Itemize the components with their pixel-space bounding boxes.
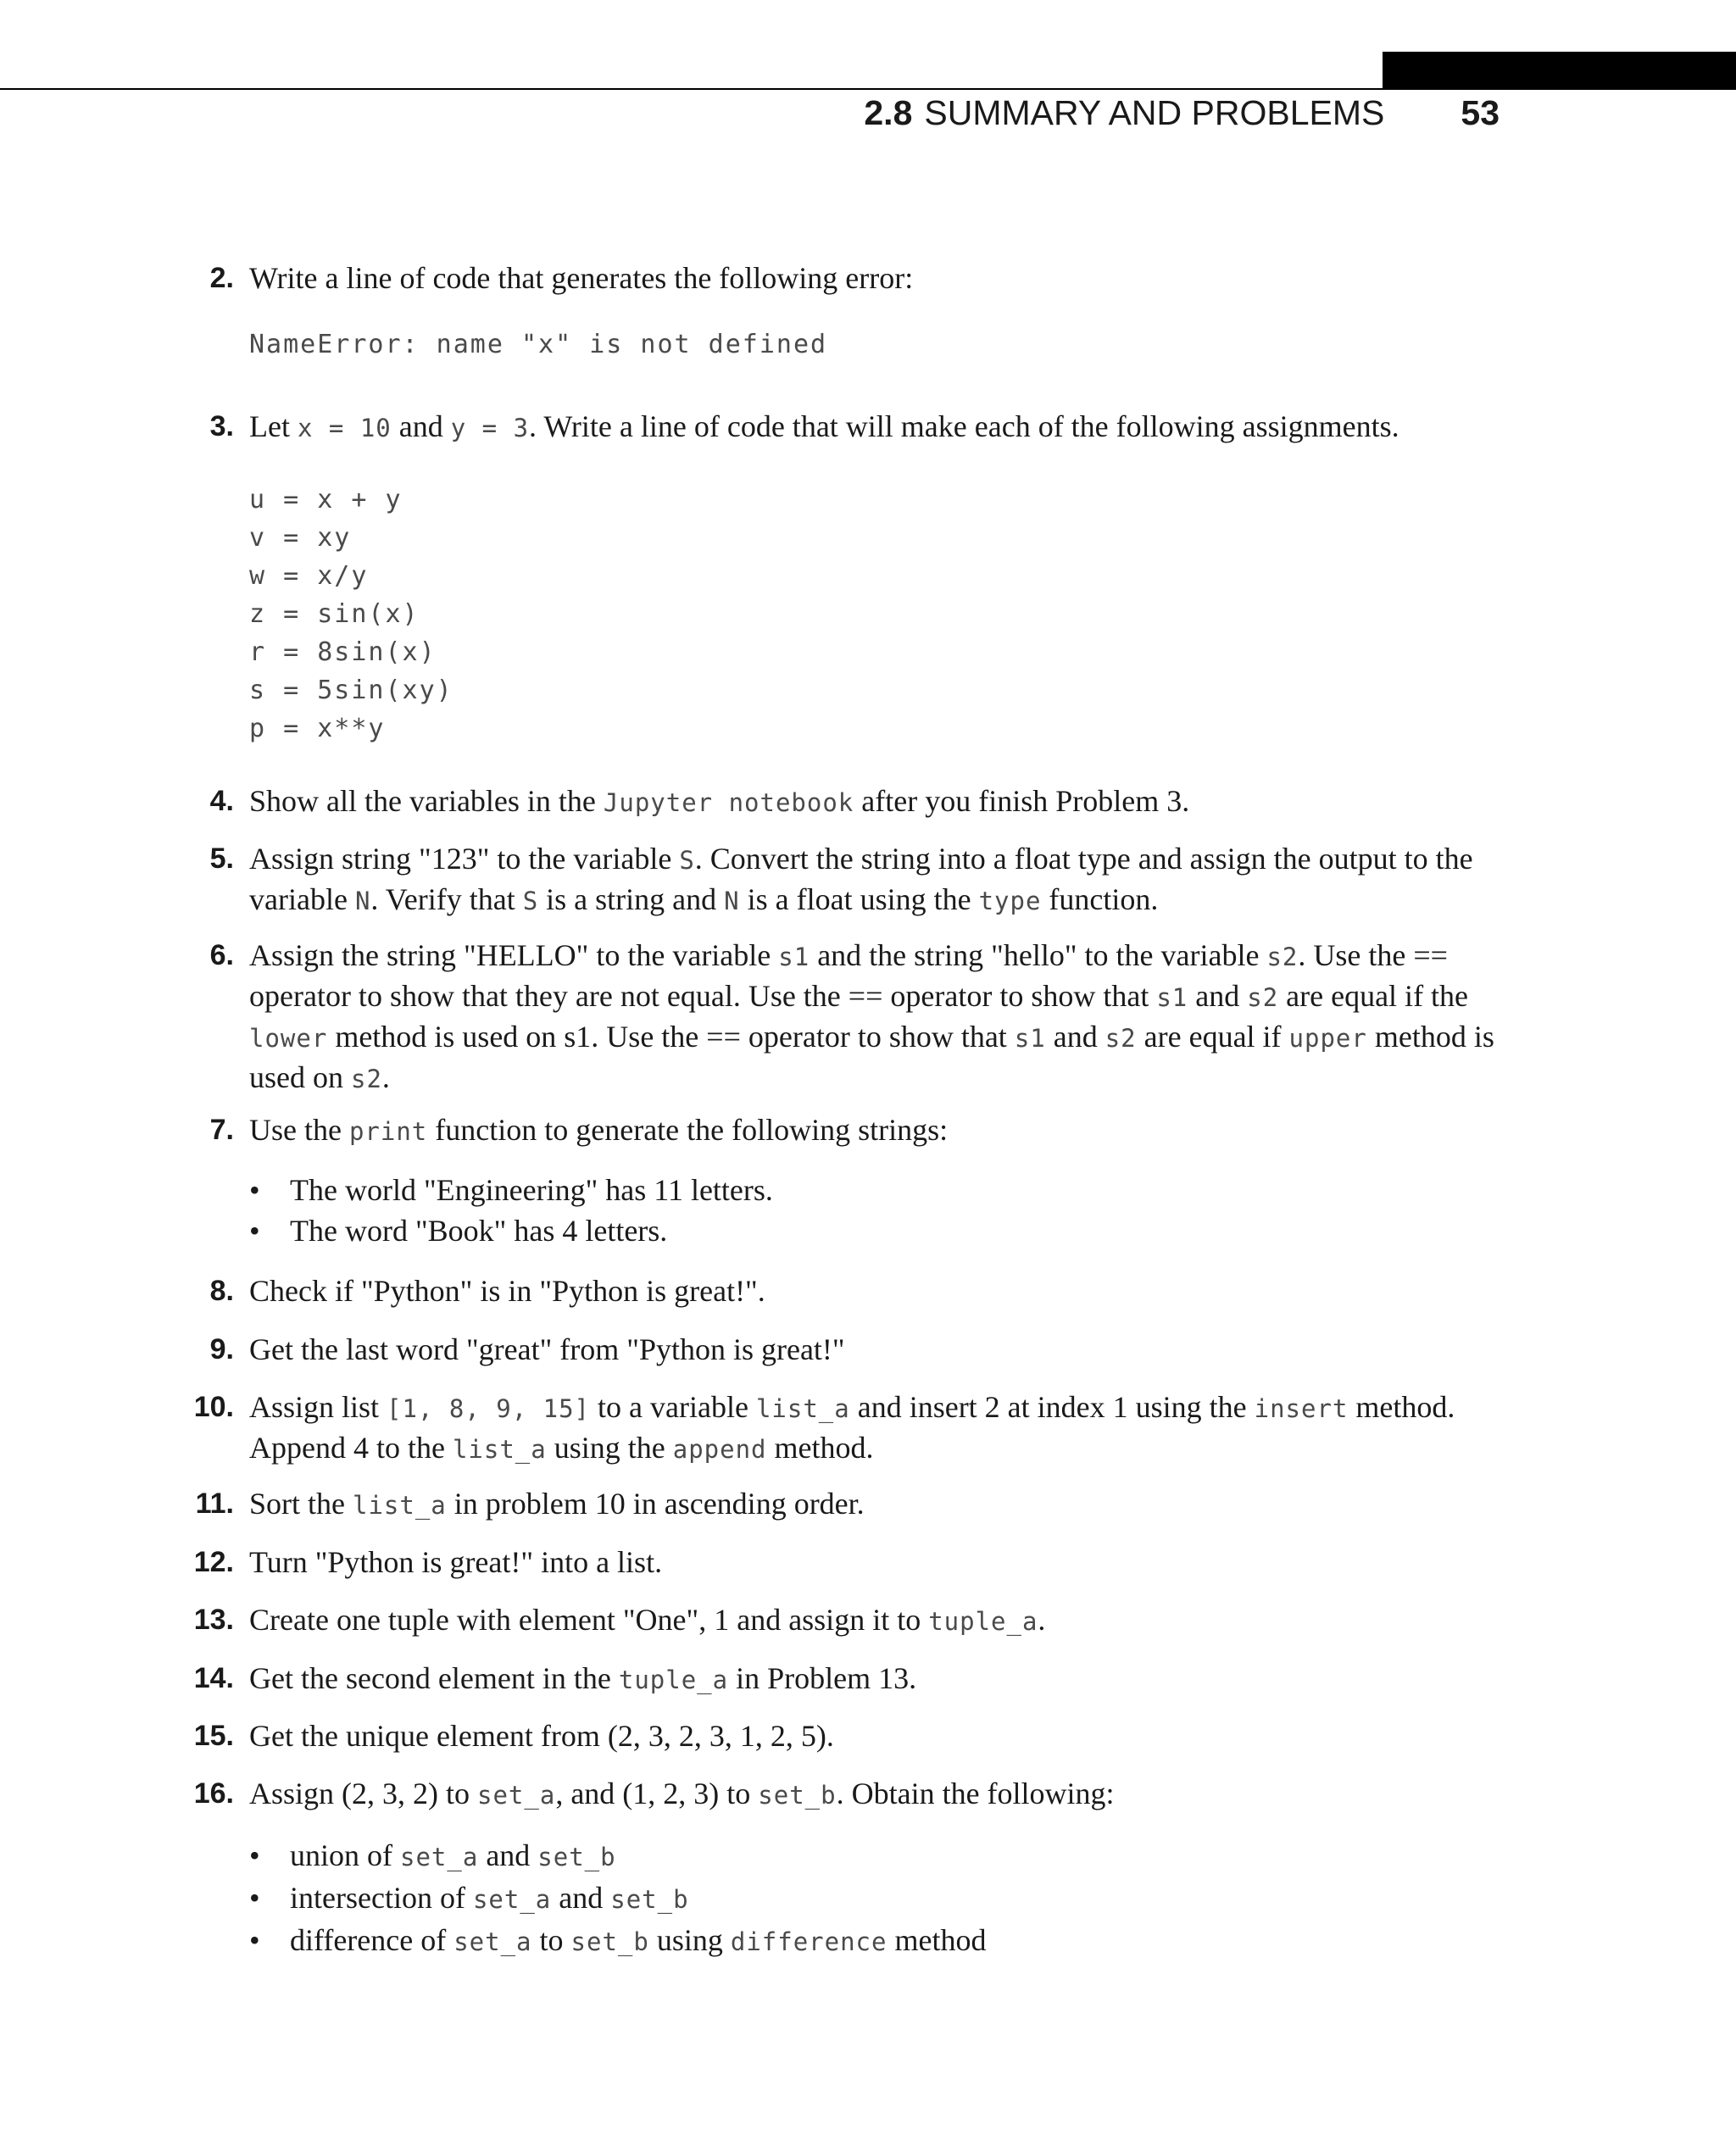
text-run: . Convert the string into a float type and assign the output to the variable xyxy=(249,842,1473,916)
inline-code: set_a xyxy=(453,1927,532,1956)
problem-7 xyxy=(209,1110,1502,1151)
inline-code: Jupyter notebook xyxy=(603,788,854,817)
inline-code: y = 3 xyxy=(450,414,530,442)
text-run: and xyxy=(551,1881,611,1915)
bullet-icon: • xyxy=(249,1923,260,1957)
inline-code: lower xyxy=(249,1024,328,1053)
problem-number: 2. xyxy=(209,262,234,294)
inline-code: x = 10 xyxy=(297,414,392,442)
text-run: Show all the variables in the xyxy=(249,784,604,818)
problem-14 xyxy=(193,1659,1502,1699)
text-run: is a string and xyxy=(538,882,725,916)
inline-code: s1 xyxy=(1014,1024,1046,1053)
problem-12 xyxy=(193,1543,1502,1582)
bullet-item xyxy=(249,1210,1502,1251)
inline-code: difference xyxy=(730,1927,887,1956)
inline-code: type xyxy=(978,887,1042,915)
inline-code: insert xyxy=(1254,1394,1349,1423)
text-run: is a float using the xyxy=(739,882,979,916)
code-line: p = x**y xyxy=(249,714,386,743)
text-run: after you finish Problem 3. xyxy=(854,784,1190,818)
problem-number: 9. xyxy=(209,1333,234,1365)
text-run: . Write a line of code that will make each of the following assignments. xyxy=(529,409,1399,443)
bullet-text: The world "Engineering" has 11 letters. xyxy=(290,1173,773,1207)
problem-3 xyxy=(209,407,1502,448)
inline-code: set_b xyxy=(537,1843,616,1871)
problem-number: 13. xyxy=(193,1604,234,1636)
problem-text: Turn "Python is great!" into a list. xyxy=(249,1545,663,1579)
text-run: Get the second element in the xyxy=(249,1661,619,1695)
text-run: Sort the xyxy=(249,1487,353,1521)
text-run: method xyxy=(887,1923,987,1957)
inline-code: S xyxy=(522,887,539,915)
problem-number: 12. xyxy=(193,1546,234,1578)
text-run: and xyxy=(391,409,451,443)
code-line: r = 8sin(x) xyxy=(249,637,437,667)
text-run: . Use the == operator to show that they are not equal. Use the == operator to show that xyxy=(249,938,1448,1013)
problem-number: 6. xyxy=(209,939,234,971)
inline-code: append xyxy=(672,1435,767,1464)
bullet-item xyxy=(249,1170,1502,1210)
text-run: function to generate the following strings: xyxy=(427,1113,949,1147)
code-block-error xyxy=(249,325,827,364)
inline-code: set_b xyxy=(758,1781,837,1810)
problem-16-bullets xyxy=(249,1835,1502,1962)
inline-code: s2 xyxy=(351,1065,382,1093)
problem-number: 3. xyxy=(209,410,234,442)
problem-number: 14. xyxy=(193,1662,234,1694)
code-line: z = sin(x) xyxy=(249,599,420,629)
text-run: and the string "hello" to the variable xyxy=(810,938,1267,972)
header-rule xyxy=(0,88,1736,90)
problem-text: Check if "Python" is in "Python is great!". xyxy=(249,1274,765,1308)
text-run: and xyxy=(1045,1020,1105,1054)
code-line: v = xy xyxy=(249,523,352,553)
text-run: Assign the string "HELLO" to the variable xyxy=(249,938,779,972)
inline-code: set_a xyxy=(400,1843,479,1871)
inline-code: s2 xyxy=(1247,983,1279,1012)
code-line: w = x/y xyxy=(249,561,369,591)
problem-7-bullets xyxy=(249,1170,1502,1251)
inline-code: S xyxy=(679,846,695,875)
inline-code: tuple_a xyxy=(618,1666,729,1694)
problem-text: Get the last word "great" from "Python is great!" xyxy=(249,1332,845,1366)
problem-4 xyxy=(209,781,1502,822)
text-run: intersection of xyxy=(290,1881,473,1915)
text-run: method. xyxy=(766,1431,874,1465)
inline-code: N xyxy=(724,887,740,915)
inline-code: [1, 8, 9, 15] xyxy=(387,1394,591,1423)
text-run: method is used on xyxy=(249,1020,1494,1094)
text-run: Let xyxy=(249,409,298,443)
problem-number: 8. xyxy=(209,1275,234,1307)
inline-code: s1 xyxy=(778,943,810,971)
running-header xyxy=(864,93,1500,141)
inline-code: N xyxy=(354,887,371,915)
inline-code: s2 xyxy=(1266,943,1299,971)
text-run: difference of xyxy=(290,1923,454,1957)
text-run: . xyxy=(1038,1603,1046,1637)
problem-8 xyxy=(209,1271,1502,1310)
problem-text: Get the unique element from (2, 3, 2, 3, 1, 2, 5). xyxy=(249,1719,834,1753)
text-run: Use the xyxy=(249,1113,349,1147)
text-run: method is used on s1. Use the == operator to show that xyxy=(327,1020,1015,1054)
text-run: in Problem 13. xyxy=(728,1661,917,1695)
problem-number: 16. xyxy=(193,1777,234,1810)
text-run: and xyxy=(478,1838,538,1872)
text-run: . Verify that xyxy=(370,882,523,916)
text-run: are equal if the xyxy=(1278,979,1469,1013)
text-run: function. xyxy=(1041,882,1159,916)
text-run: using the xyxy=(546,1431,673,1465)
text-run: . Obtain the following: xyxy=(836,1777,1115,1810)
bullet-icon: • xyxy=(249,1214,260,1248)
inline-code: set_a xyxy=(477,1781,556,1810)
problem-9 xyxy=(209,1330,1502,1369)
inline-code: list_a xyxy=(452,1435,547,1464)
problem-6 xyxy=(209,936,1502,1098)
bullet-item xyxy=(249,1877,1502,1920)
section-title: SUMMARY AND PROBLEMS xyxy=(924,93,1385,132)
text-run: and insert 2 at index 1 using the xyxy=(849,1390,1255,1424)
page-number: 53 xyxy=(1461,93,1500,132)
text-run: method. Append 4 to the xyxy=(249,1390,1455,1465)
text-run: and xyxy=(1188,979,1248,1013)
inline-code: upper xyxy=(1288,1024,1367,1053)
problem-number: 11. xyxy=(195,1488,234,1520)
text-run: . xyxy=(381,1060,390,1094)
inline-code: list_a xyxy=(755,1394,850,1423)
bullet-icon: • xyxy=(249,1881,260,1915)
problem-11 xyxy=(195,1484,1502,1525)
code-line: NameError: name "x" is not defined xyxy=(249,330,828,359)
text-run: using xyxy=(648,1923,731,1957)
problem-text: Write a line of code that generates the following error: xyxy=(249,261,914,295)
inline-code: s1 xyxy=(1156,983,1188,1012)
code-line: u = x + y xyxy=(249,485,403,514)
inline-code: set_a xyxy=(472,1885,552,1914)
problem-number: 7. xyxy=(209,1114,234,1146)
inline-code: print xyxy=(348,1117,428,1146)
problem-15 xyxy=(193,1716,1502,1755)
inline-code: set_b xyxy=(610,1885,689,1914)
problem-2 xyxy=(209,259,1502,298)
problem-number: 5. xyxy=(209,842,234,875)
problem-number: 4. xyxy=(209,785,234,817)
problem-number: 10. xyxy=(193,1391,234,1423)
bullet-item xyxy=(249,1920,1502,1962)
code-line: s = 5sin(xy) xyxy=(249,676,453,705)
problem-10 xyxy=(193,1387,1502,1469)
text-run: to a variable xyxy=(590,1390,756,1424)
bullet-icon: • xyxy=(249,1838,260,1872)
inline-code: list_a xyxy=(353,1491,447,1520)
problem-5 xyxy=(209,839,1502,920)
text-run: Assign string "123" to the variable xyxy=(249,842,680,876)
section-number: 2.8 xyxy=(864,93,913,132)
inline-code: tuple_a xyxy=(928,1607,1038,1636)
text-run: Assign list xyxy=(249,1390,387,1424)
code-block-assignments xyxy=(249,481,453,748)
problem-13 xyxy=(193,1600,1502,1641)
header-black-bar xyxy=(1383,52,1736,90)
text-run: in problem 10 in ascending order. xyxy=(446,1487,865,1521)
text-run: , and (1, 2, 3) to xyxy=(555,1777,759,1810)
inline-code: s2 xyxy=(1104,1024,1137,1053)
bullet-icon: • xyxy=(249,1173,260,1207)
problem-number: 15. xyxy=(193,1720,234,1752)
text-run: Create one tuple with element "One", 1 and assign it to xyxy=(249,1603,929,1637)
inline-code: set_b xyxy=(570,1927,649,1956)
text-run: to xyxy=(531,1923,571,1957)
bullet-text: The word "Book" has 4 letters. xyxy=(290,1214,668,1248)
text-run: Assign (2, 3, 2) to xyxy=(249,1777,477,1810)
text-run: union of xyxy=(290,1838,400,1872)
text-run: are equal if xyxy=(1136,1020,1289,1054)
problem-16 xyxy=(193,1774,1502,1815)
bullet-item xyxy=(249,1835,1502,1877)
